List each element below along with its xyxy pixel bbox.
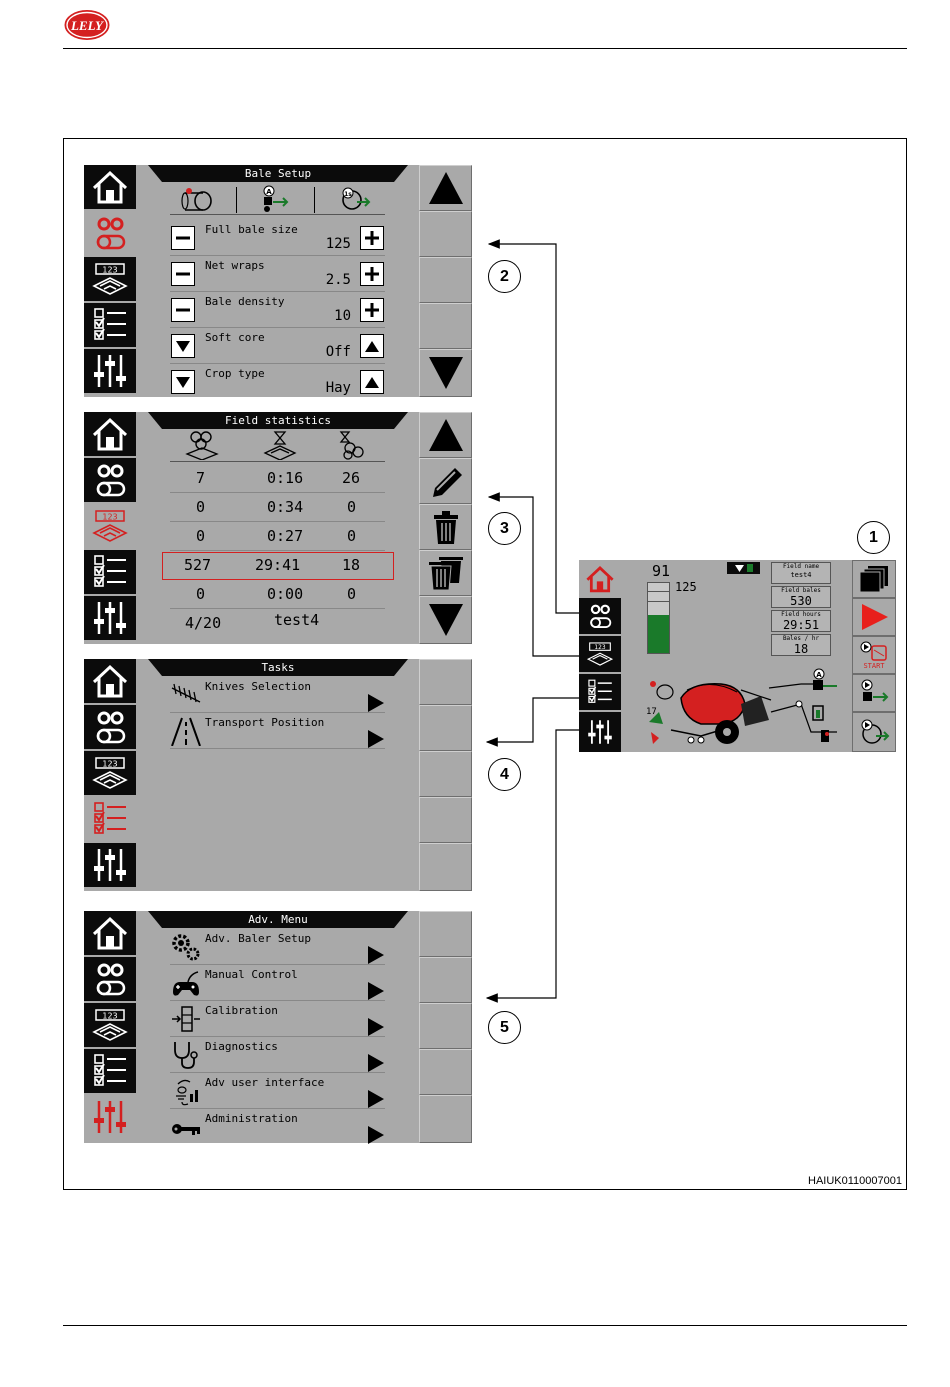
baler-illustration (641, 660, 849, 752)
lely-logo (63, 8, 111, 42)
stat-rate: 18 (342, 556, 361, 574)
arrow-right-icon (368, 694, 384, 712)
trash-icon (425, 507, 467, 547)
bale-setup-panel (84, 165, 472, 397)
stat-footer (170, 610, 385, 638)
svg-text:123: 123 (102, 1011, 118, 1021)
figure-code: HAIUK0110007001 (808, 1175, 902, 1187)
field-stats-tab[interactable] (579, 636, 621, 674)
start-button[interactable] (852, 636, 896, 674)
triangle-up-icon (364, 338, 380, 354)
svg-text:A: A (266, 188, 272, 196)
checklist-icon (90, 1052, 130, 1090)
adv-menu-tab[interactable] (84, 843, 136, 889)
status-indicator (727, 562, 760, 574)
gear-cylinder-icon (90, 708, 130, 746)
panel-title: Tasks (162, 659, 394, 676)
svg-text:123: 123 (102, 512, 118, 522)
stat-rate: 0 (347, 527, 357, 545)
scroll-up-button[interactable] (419, 165, 472, 211)
svg-text:A: A (816, 671, 822, 679)
soft-key[interactable] (419, 659, 472, 705)
triangle-down-icon (735, 565, 744, 572)
menu-item-label: Calibration (205, 1004, 278, 1017)
setting-label: Bale density (205, 295, 285, 308)
setting-value: Hay (325, 380, 351, 396)
home-icon (584, 564, 616, 594)
stat-row (170, 494, 385, 522)
tasks-tab[interactable] (579, 674, 621, 712)
callout-3: 3 (488, 512, 521, 545)
user-interface-icon (170, 1076, 202, 1106)
field-stats-tab[interactable] (84, 1003, 136, 1049)
stat-hours: 29:41 (255, 556, 301, 574)
menu-item-adv-user-interface[interactable] (170, 1073, 385, 1109)
scroll-down-button[interactable] (419, 349, 472, 397)
divider (170, 461, 385, 462)
down-button[interactable] (171, 370, 195, 394)
up-button[interactable] (360, 370, 384, 394)
bale-setup-tab[interactable] (84, 211, 136, 257)
setting-label: Crop type (205, 367, 265, 380)
soft-key[interactable] (419, 1003, 472, 1049)
stat-bales: 527 (184, 556, 212, 574)
counter-field-icon (90, 1006, 130, 1044)
play-eject-icon (858, 717, 890, 747)
down-button[interactable] (171, 334, 195, 358)
key-icon (170, 1112, 202, 1142)
plus-icon (364, 266, 380, 282)
stat-row (170, 523, 385, 551)
triangle-down-icon (175, 374, 191, 390)
setting-label: Net wraps (205, 259, 265, 272)
setting-soft-core (170, 328, 385, 364)
counter-field-icon (90, 754, 130, 792)
callout-5: 5 (488, 1011, 521, 1044)
road-icon (170, 716, 202, 746)
bales-field-icon (184, 430, 220, 460)
counter-field-icon (585, 640, 615, 668)
minus-icon (175, 230, 191, 246)
minus-icon (175, 302, 191, 318)
home-icon (90, 168, 130, 206)
soft-key[interactable] (419, 1049, 472, 1095)
soft-key[interactable] (419, 957, 472, 1003)
stat-hours: 0:34 (267, 498, 304, 516)
decrease-button[interactable] (171, 298, 195, 322)
plus-icon (364, 230, 380, 246)
home-button[interactable] (84, 165, 136, 211)
stat-bales: 0 (196, 527, 206, 545)
svg-text:123: 123 (102, 759, 118, 769)
play-button[interactable] (852, 598, 896, 636)
tasks-tab[interactable] (84, 550, 136, 596)
bale-progress-gauge (647, 582, 670, 654)
field-stats-tab[interactable] (84, 504, 136, 550)
home-icon (90, 415, 130, 453)
divider (314, 187, 315, 213)
svg-text:123: 123 (594, 645, 606, 652)
soft-key[interactable] (419, 797, 472, 843)
multi-trash-icon (425, 553, 467, 593)
signal-icon (747, 564, 753, 572)
divider (236, 187, 237, 213)
setting-label: Full bale size (205, 223, 298, 236)
svg-text:LELY: LELY (70, 18, 104, 33)
tasks-tab[interactable] (84, 797, 136, 843)
bale-setup-tab[interactable] (84, 705, 136, 751)
checklist-icon (585, 678, 615, 706)
checklist-icon (90, 553, 130, 591)
soft-key[interactable] (419, 705, 472, 751)
soft-key[interactable] (419, 843, 472, 891)
sliders-icon (90, 352, 130, 390)
setting-value: 125 (325, 236, 351, 252)
svg-text:123: 123 (102, 265, 118, 275)
arrow-down-icon (425, 600, 467, 640)
callout-2: 2 (488, 260, 521, 293)
home-button[interactable] (84, 412, 136, 458)
tasks-panel (84, 659, 472, 891)
panel-title: Bale Setup (162, 165, 394, 182)
setting-crop-type (170, 364, 385, 400)
stat-bales: 0 (196, 498, 206, 516)
scroll-up-button[interactable] (419, 412, 472, 458)
counter-field-icon (90, 507, 130, 545)
sliders-icon (585, 718, 615, 746)
stat-row (170, 581, 385, 609)
gear-cylinder-icon (90, 461, 130, 499)
soft-key[interactable] (419, 303, 472, 349)
field-stats-tab[interactable] (84, 257, 136, 303)
arrow-up-icon (425, 415, 467, 455)
decrease-button[interactable] (171, 226, 195, 250)
bale-setup-tab[interactable] (84, 957, 136, 1003)
home-button[interactable] (579, 560, 621, 598)
header-rule (63, 48, 907, 49)
page-indicator: 4/20 (185, 614, 222, 632)
scroll-down-button[interactable] (419, 596, 472, 644)
setting-full-bale-size (170, 220, 385, 256)
menu-item-knives-selection[interactable] (170, 677, 385, 713)
setting-net-wraps (170, 256, 385, 292)
delete-button[interactable] (419, 504, 472, 550)
menu-item-label: Knives Selection (205, 680, 311, 693)
setting-value: 2.5 (325, 272, 351, 288)
field-statistics-panel (84, 412, 472, 644)
menu-item-adv-baler-setup[interactable] (170, 929, 385, 965)
callout-4: 4 (488, 758, 521, 791)
menu-item-transport-position[interactable] (170, 713, 385, 749)
stat-row (170, 465, 385, 493)
info-field-hours: Field hours 29:51 (771, 610, 831, 632)
counter-field-icon (90, 260, 130, 298)
bale-progress-fill (648, 615, 669, 654)
arrow-right-icon (368, 946, 384, 964)
menu-item-diagnostics[interactable] (170, 1037, 385, 1073)
menu-item-administration[interactable] (170, 1109, 385, 1145)
sliders-icon (90, 846, 130, 884)
menu-item-label: Administration (205, 1112, 298, 1125)
bales-per-hour-icon (334, 430, 370, 460)
divider (170, 214, 385, 215)
arrow-right-icon (368, 1090, 384, 1108)
info-bales-per-hour: Bales / hr 18 (771, 634, 831, 656)
menu-item-calibration[interactable] (170, 1001, 385, 1037)
adv-menu-tab[interactable] (579, 712, 621, 752)
adv-menu-tab[interactable] (84, 596, 136, 642)
field-stats-tab[interactable] (84, 751, 136, 797)
menu-item-label: Diagnostics (205, 1040, 278, 1053)
checklist-icon (90, 800, 130, 838)
setting-value: 10 (334, 308, 351, 324)
pages-button[interactable] (852, 560, 896, 598)
soft-key[interactable] (419, 751, 472, 797)
eject-button[interactable] (852, 712, 896, 752)
soft-key[interactable] (419, 257, 472, 303)
tasks-tab[interactable] (84, 303, 136, 349)
bale-setup-tab[interactable] (579, 598, 621, 636)
density-icon (339, 185, 373, 213)
stat-hours: 0:27 (267, 527, 304, 545)
tasks-tab[interactable] (84, 1049, 136, 1095)
bale-size-target: 125 (675, 580, 697, 594)
triangle-up-icon (364, 374, 380, 390)
panel-title: Adv. Menu (162, 911, 394, 928)
menu-item-label: Adv. Baler Setup (205, 932, 311, 945)
menu-item-label: Adv user interface (205, 1076, 325, 1089)
menu-item-label: Transport Position (205, 716, 325, 729)
stat-bales: 7 (196, 469, 206, 487)
info-field-name: Field name test4 (771, 562, 831, 584)
minus-icon (175, 266, 191, 282)
home-icon (90, 914, 130, 952)
net-wrap-button[interactable] (852, 674, 896, 712)
sliders-icon (90, 1098, 130, 1136)
soft-key[interactable] (419, 211, 472, 257)
stat-hours: 0:16 (267, 469, 304, 487)
net-wrap-icon (259, 185, 293, 213)
panel-title: Field statistics (162, 412, 394, 429)
home-button[interactable] (84, 911, 136, 957)
edit-button[interactable] (419, 458, 472, 504)
play-wrap-icon (858, 678, 890, 708)
field-name: test4 (274, 611, 320, 629)
main-screen (579, 560, 896, 752)
arrow-down-icon (425, 353, 467, 393)
arrow-right-icon (368, 982, 384, 1000)
hours-field-icon (262, 430, 298, 460)
menu-item-manual-control[interactable] (170, 965, 385, 1001)
sidebar (579, 560, 621, 752)
arrow-right-icon (368, 1054, 384, 1072)
increase-button[interactable] (360, 226, 384, 250)
increase-button[interactable] (360, 298, 384, 322)
menu-item-label: Manual Control (205, 968, 298, 981)
soft-key[interactable] (419, 911, 472, 957)
arrow-up-icon (425, 168, 467, 208)
calibration-icon (170, 1004, 202, 1034)
footer-rule (63, 1325, 907, 1326)
increase-button[interactable] (360, 262, 384, 286)
svg-text:1s: 1s (344, 191, 352, 198)
gears-icon (170, 932, 202, 962)
right-button-column (852, 560, 896, 752)
stat-row-selected[interactable] (170, 552, 385, 580)
adv-menu-tab[interactable] (84, 1095, 136, 1141)
delete-all-button[interactable] (419, 550, 472, 596)
home-icon (90, 662, 130, 700)
gear-cylinder-icon (90, 960, 130, 998)
stethoscope-icon (170, 1040, 202, 1070)
plus-icon (364, 302, 380, 318)
start-bale-icon (858, 640, 890, 662)
stat-rate: 26 (342, 469, 361, 487)
bale-size-current: 91 (652, 562, 671, 580)
arrow-right-icon (368, 730, 384, 748)
knives-icon (170, 680, 202, 710)
small-count: 17 (646, 707, 657, 717)
home-button[interactable] (84, 659, 136, 705)
stacked-pages-icon (858, 564, 890, 594)
bale-roll-icon (177, 185, 217, 213)
setting-label: Soft core (205, 331, 265, 344)
callout-1: 1 (857, 521, 890, 554)
soft-key[interactable] (419, 1095, 472, 1143)
arrow-right-icon (368, 1018, 384, 1036)
stat-rate: 0 (347, 585, 357, 603)
pencil-icon (425, 461, 467, 501)
sliders-icon (90, 599, 130, 637)
start-label: START (863, 662, 885, 670)
bale-setup-tab[interactable] (84, 458, 136, 504)
arrow-right-icon (368, 1126, 384, 1144)
triangle-down-icon (175, 338, 191, 354)
setting-bale-density (170, 292, 385, 328)
stat-rate: 0 (347, 498, 357, 516)
info-field-bales: Field bales 530 (771, 586, 831, 608)
decrease-button[interactable] (171, 262, 195, 286)
adv-menu-panel (84, 911, 472, 1143)
up-button[interactable] (360, 334, 384, 358)
stat-bales: 0 (196, 585, 206, 603)
play-icon (858, 602, 890, 632)
checklist-icon (90, 306, 130, 344)
gear-cylinder-icon (90, 214, 130, 252)
gamepad-icon (170, 968, 202, 998)
adv-menu-tab[interactable] (84, 349, 136, 395)
gear-cylinder-icon (585, 602, 615, 630)
setting-value: Off (325, 344, 351, 360)
stat-hours: 0:00 (267, 585, 304, 603)
